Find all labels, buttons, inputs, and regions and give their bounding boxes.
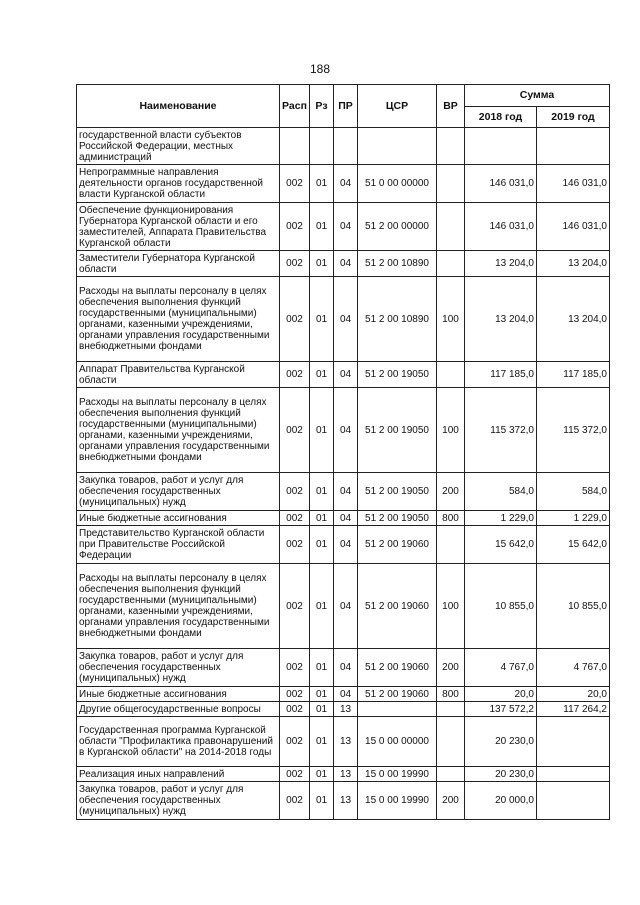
cell-rz: 01 [310,277,334,362]
budget-table [76,84,610,820]
cell-2019: 13 204,0 [537,277,610,362]
cell-2018: 13 204,0 [465,277,537,362]
cell-vr [437,165,465,203]
cell-csr [358,128,437,165]
table-row [77,526,610,564]
cell-name: Государственная программа Курганской области "Профилактика правонарушений в Курганской области" на 2014-2018 годы [77,717,280,767]
cell-2018: 20 000,0 [465,782,537,820]
cell-csr: 15 0 00 19990 [358,767,437,782]
cell-rasp: 002 [280,526,310,564]
cell-rz: 01 [310,165,334,203]
cell-csr: 51 2 00 19050 [358,511,437,526]
cell-2018: 584,0 [465,473,537,511]
cell-2018: 20,0 [465,687,537,702]
cell-2019: 1 229,0 [537,511,610,526]
cell-csr: 51 2 00 19060 [358,526,437,564]
cell-pr: 13 [334,782,358,820]
cell-pr: 04 [334,251,358,277]
cell-name: Закупка товаров, работ и услуг для обеспечения государственных (муниципальных) нужд [77,649,280,687]
cell-2018: 117 185,0 [465,362,537,388]
cell-2019: 10 855,0 [537,564,610,649]
cell-rz [310,128,334,165]
cell-name: Аппарат Правительства Курганской области [77,362,280,388]
table-row [77,128,610,165]
cell-2018: 20 230,0 [465,767,537,782]
cell-rz: 01 [310,767,334,782]
cell-rasp: 002 [280,782,310,820]
cell-2019: 117 185,0 [537,362,610,388]
cell-rz: 01 [310,203,334,251]
cell-2019: 13 204,0 [537,251,610,277]
table-body [77,128,610,820]
cell-name: Расходы на выплаты персоналу в целях обеспечения выполнения функций государственными (муниципальными) органами, казенными учреждениями, органами управления государственными внебюджетными фондами [77,277,280,362]
cell-vr [437,717,465,767]
page-number: 188 [309,62,331,76]
cell-vr [437,526,465,564]
cell-pr: 04 [334,165,358,203]
cell-2019: 15 642,0 [537,526,610,564]
cell-pr: 04 [334,526,358,564]
table-row [77,473,610,511]
cell-vr [437,702,465,717]
cell-csr: 15 0 00 00000 [358,717,437,767]
cell-name: Реализация иных направлений [77,767,280,782]
table-row [77,277,610,362]
cell-csr [358,702,437,717]
table-row [77,767,610,782]
cell-2019: 146 031,0 [537,165,610,203]
cell-2019 [537,717,610,767]
cell-rasp: 002 [280,362,310,388]
cell-pr: 04 [334,687,358,702]
cell-rz: 01 [310,388,334,473]
cell-2019 [537,782,610,820]
cell-rz: 01 [310,526,334,564]
cell-2018: 137 572,2 [465,702,537,717]
cell-vr [437,767,465,782]
cell-vr: 200 [437,782,465,820]
cell-name: Закупка товаров, работ и услуг для обеспечения государственных (муниципальных) нужд [77,473,280,511]
cell-pr: 13 [334,767,358,782]
header-2019: 2019 год [537,107,610,128]
header-sum: Сумма [465,85,610,107]
table-row [77,165,610,203]
cell-rz: 01 [310,782,334,820]
cell-rz: 01 [310,362,334,388]
cell-csr: 51 0 00 00000 [358,165,437,203]
table-row [77,251,610,277]
cell-2019 [537,128,610,165]
cell-csr: 15 0 00 19990 [358,782,437,820]
cell-vr: 800 [437,511,465,526]
cell-2019 [537,767,610,782]
cell-csr: 51 2 00 10890 [358,277,437,362]
cell-rz: 01 [310,251,334,277]
cell-rasp: 002 [280,511,310,526]
table-row [77,362,610,388]
table-row [77,687,610,702]
cell-2019: 4 767,0 [537,649,610,687]
cell-csr: 51 2 00 19060 [358,649,437,687]
cell-rasp [280,128,310,165]
header-csr: ЦСР [358,85,437,128]
cell-pr: 04 [334,362,358,388]
cell-rz: 01 [310,511,334,526]
cell-pr: 04 [334,649,358,687]
cell-name: Заместители Губернатора Курганской области [77,251,280,277]
table-row [77,702,610,717]
cell-vr: 200 [437,473,465,511]
table-row [77,564,610,649]
cell-rasp: 002 [280,473,310,511]
cell-csr: 51 2 00 19060 [358,564,437,649]
cell-2019: 117 264,2 [537,702,610,717]
cell-pr: 13 [334,702,358,717]
cell-rz: 01 [310,564,334,649]
cell-2018: 146 031,0 [465,203,537,251]
cell-2018 [465,128,537,165]
cell-rasp: 002 [280,388,310,473]
table-row [77,782,610,820]
cell-name: Расходы на выплаты персоналу в целях обеспечения выполнения функций государственными (муниципальными) органами, казенными учреждениями, органами управления государственными внебюджетными фондами [77,564,280,649]
cell-name: Иные бюджетные ассигнования [77,687,280,702]
cell-rasp: 002 [280,277,310,362]
cell-name: Другие общегосударственные вопросы [77,702,280,717]
header-name: Наименование [77,85,280,128]
header-vr: ВР [437,85,465,128]
cell-2018: 20 230,0 [465,717,537,767]
cell-rz: 01 [310,649,334,687]
cell-rasp: 002 [280,687,310,702]
cell-rasp: 002 [280,564,310,649]
cell-csr: 51 2 00 10890 [358,251,437,277]
cell-pr [334,128,358,165]
header-pr: ПР [334,85,358,128]
header-2018: 2018 год [465,107,537,128]
cell-2019: 115 372,0 [537,388,610,473]
cell-2019: 146 031,0 [537,203,610,251]
cell-csr: 51 2 00 19050 [358,473,437,511]
cell-2018: 115 372,0 [465,388,537,473]
cell-rasp: 002 [280,767,310,782]
cell-csr: 51 2 00 19050 [358,362,437,388]
cell-pr: 13 [334,717,358,767]
cell-rasp: 002 [280,702,310,717]
cell-pr: 04 [334,564,358,649]
table-row [77,717,610,767]
cell-vr [437,203,465,251]
cell-name: Расходы на выплаты персоналу в целях обеспечения выполнения функций государственными (муниципальными) органами, казенными учреждениями, органами управления государственными внебюджетными фондами [77,388,280,473]
cell-2018: 1 229,0 [465,511,537,526]
cell-name: Представительство Курганской области при Правительстве Российской Федерации [77,526,280,564]
cell-rasp: 002 [280,717,310,767]
cell-rasp: 002 [280,165,310,203]
cell-pr: 04 [334,473,358,511]
cell-pr: 04 [334,203,358,251]
cell-name: Иные бюджетные ассигнования [77,511,280,526]
table-row [77,649,610,687]
cell-vr: 100 [437,277,465,362]
cell-vr [437,251,465,277]
table-row [77,388,610,473]
cell-vr: 100 [437,388,465,473]
cell-pr: 04 [334,388,358,473]
cell-vr [437,362,465,388]
cell-2018: 13 204,0 [465,251,537,277]
header-rz: Рз [310,85,334,128]
cell-rasp: 002 [280,649,310,687]
cell-rz: 01 [310,473,334,511]
cell-rasp: 002 [280,203,310,251]
cell-pr: 04 [334,511,358,526]
cell-name: Обеспечение функционирования Губернатора Курганской области и его заместителей, Аппарата Правительства Курганской области [77,203,280,251]
cell-name: государственной власти субъектов Российской Федерации, местных администраций [77,128,280,165]
cell-2018: 10 855,0 [465,564,537,649]
cell-csr: 51 2 00 19050 [358,388,437,473]
cell-vr: 200 [437,649,465,687]
table-row [77,511,610,526]
cell-csr: 51 2 00 00000 [358,203,437,251]
cell-vr: 800 [437,687,465,702]
cell-2018: 15 642,0 [465,526,537,564]
cell-vr: 100 [437,564,465,649]
cell-csr: 51 2 00 19060 [358,687,437,702]
cell-name: Закупка товаров, работ и услуг для обеспечения государственных (муниципальных) нужд [77,782,280,820]
cell-2018: 4 767,0 [465,649,537,687]
cell-vr [437,128,465,165]
cell-rz: 01 [310,717,334,767]
cell-name: Непрограммные направления деятельности органов государственной власти Курганской области [77,165,280,203]
cell-rz: 01 [310,687,334,702]
cell-2018: 146 031,0 [465,165,537,203]
header-rasp: Расп [280,85,310,128]
cell-rz: 01 [310,702,334,717]
cell-pr: 04 [334,277,358,362]
table-row [77,203,610,251]
cell-2019: 584,0 [537,473,610,511]
cell-2019: 20,0 [537,687,610,702]
cell-rasp: 002 [280,251,310,277]
